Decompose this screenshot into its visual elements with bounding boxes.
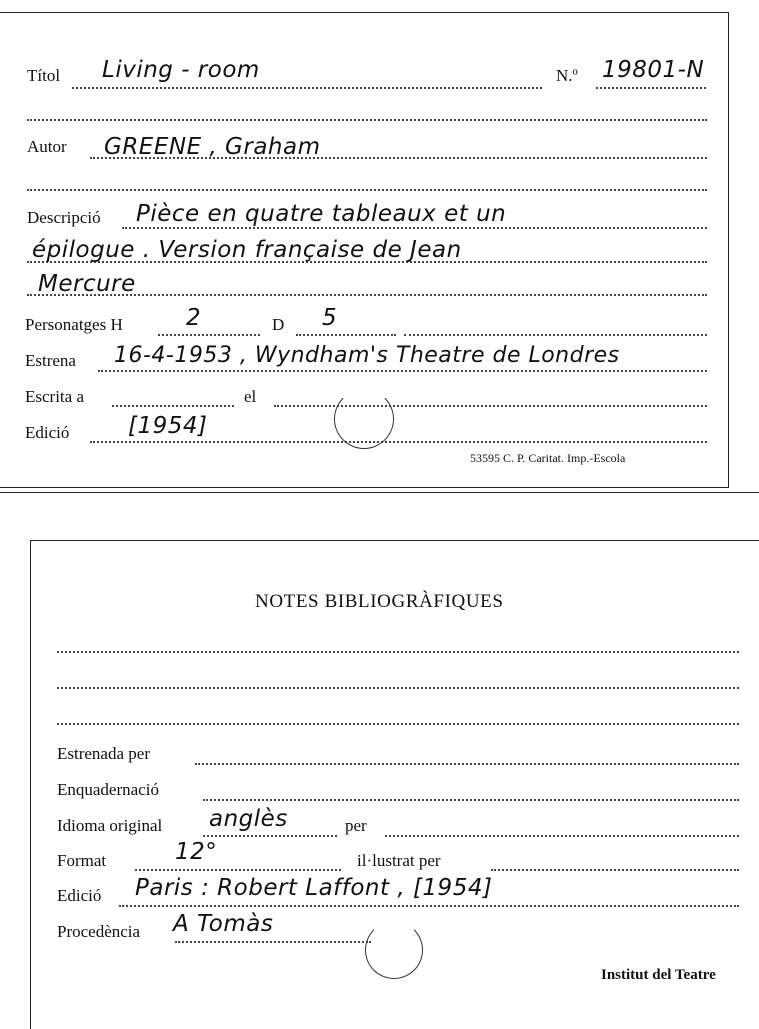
descripcio-label: Descripció bbox=[27, 208, 101, 227]
catalog-card-main bbox=[0, 12, 729, 488]
per-line bbox=[385, 835, 739, 837]
blank-line bbox=[57, 687, 739, 689]
notes-heading: NOTES BIBLIOGRÀFIQUES bbox=[255, 591, 504, 612]
escrita-label: Escrita a bbox=[25, 387, 84, 406]
personatges-d-label: D bbox=[272, 315, 285, 334]
edicio2-value: Paris : Robert Laffont , [1954] bbox=[135, 875, 493, 901]
idioma-label: Idioma original bbox=[57, 816, 163, 835]
escrita-line bbox=[112, 405, 234, 407]
catalog-card-notes bbox=[30, 540, 759, 1029]
idioma-line bbox=[203, 835, 337, 837]
blank-line bbox=[57, 651, 739, 653]
personatges-d-value: 5 bbox=[322, 305, 338, 331]
estrenada-label: Estrenada per bbox=[57, 744, 150, 763]
personatges-label: Personatges H bbox=[25, 315, 123, 334]
enquadernacio-line bbox=[203, 799, 739, 801]
edicio-line bbox=[90, 441, 707, 443]
descripcio-line-1 bbox=[122, 227, 707, 229]
titol-value: Living - room bbox=[102, 57, 260, 83]
estrenada-line bbox=[195, 763, 739, 765]
personatges-h-line bbox=[158, 334, 260, 336]
punch-hole bbox=[365, 921, 423, 979]
per-label: per bbox=[345, 816, 367, 835]
autor-label: Autor bbox=[27, 137, 67, 156]
descripcio-value-3: Mercure bbox=[38, 271, 136, 297]
edicio-label: Edició bbox=[25, 423, 70, 442]
personatges-d-line bbox=[296, 334, 396, 336]
procedencia-value: A Tomàs bbox=[173, 911, 274, 937]
autor-value: GREENE , Graham bbox=[104, 134, 321, 160]
format-label: Format bbox=[57, 851, 107, 870]
descripcio-value-2: épilogue . Version française de Jean bbox=[32, 237, 462, 263]
procedencia-line bbox=[175, 941, 371, 943]
idioma-value: anglès bbox=[209, 806, 288, 832]
illustrat-label: il·lustrat per bbox=[357, 851, 441, 870]
el-label: el bbox=[244, 387, 257, 406]
estrena-label: Estrena bbox=[25, 351, 76, 370]
edicio-value: [1954] bbox=[128, 413, 208, 439]
edicio2-label: Edició bbox=[57, 886, 102, 905]
estrena-value: 16-4-1953 , Wyndham's Theatre de Londres bbox=[114, 343, 620, 368]
numero-label: N.º bbox=[556, 66, 578, 85]
descripcio-value-1: Pièce en quatre tableaux et un bbox=[136, 201, 507, 227]
format-line bbox=[135, 869, 341, 871]
institut-footer: Institut del Teatre bbox=[601, 967, 716, 983]
edicio2-line bbox=[119, 905, 739, 907]
illustrat-line bbox=[491, 869, 739, 871]
blank-line bbox=[404, 334, 707, 336]
procedencia-label: Procedència bbox=[57, 922, 141, 941]
blank-line bbox=[57, 723, 739, 725]
card-separator-line bbox=[0, 492, 759, 493]
punch-hole bbox=[334, 389, 394, 449]
blank-line bbox=[27, 119, 707, 121]
numero-line bbox=[596, 87, 706, 89]
estrena-line bbox=[98, 370, 707, 372]
titol-label: Títol bbox=[27, 66, 61, 85]
personatges-h-value: 2 bbox=[186, 305, 202, 331]
format-value: 12° bbox=[175, 839, 218, 865]
enquadernacio-label: Enquadernació bbox=[57, 780, 159, 799]
numero-value: 19801-N bbox=[602, 57, 705, 83]
blank-line bbox=[27, 189, 707, 191]
printer-imprint: 53595 C. P. Caritat. Imp.-Escola bbox=[470, 451, 626, 465]
titol-line bbox=[72, 87, 542, 89]
